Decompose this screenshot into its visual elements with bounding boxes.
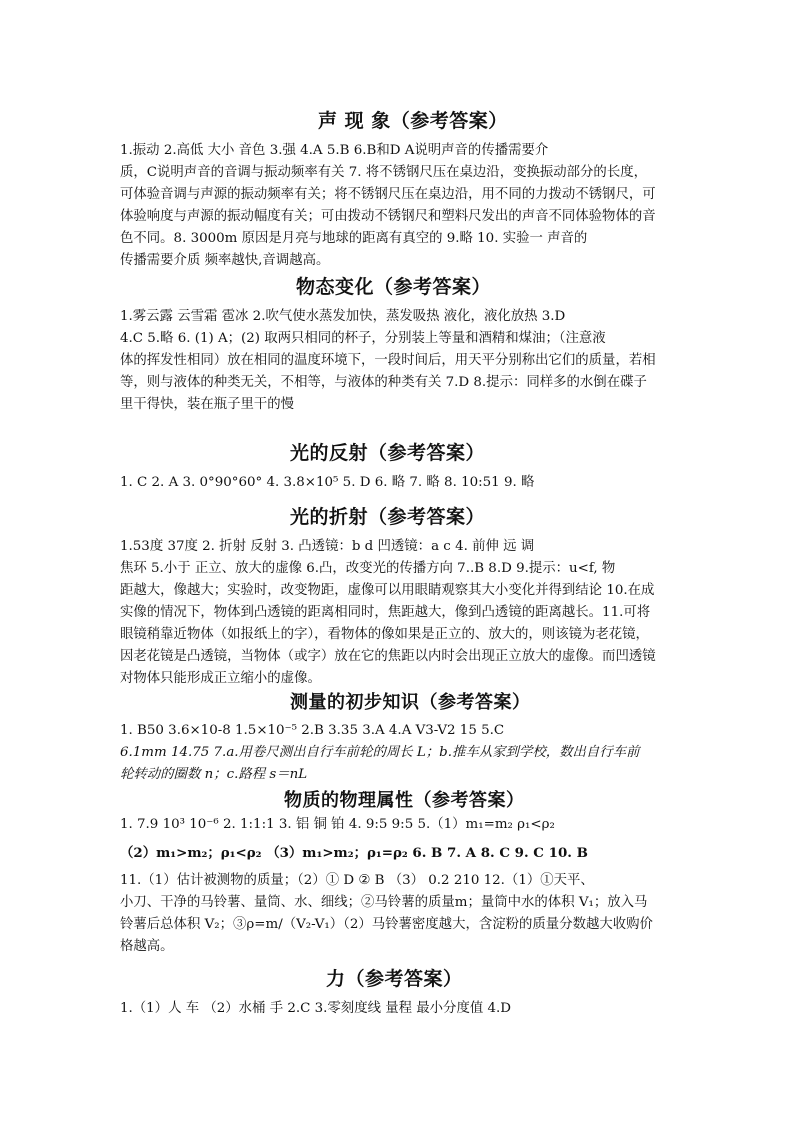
body-line: 6.1mm 14.75 7.a.用卷尺测出自行车前轮的周长 L；b.推车从家到学校，数出自行车前 — [120, 745, 640, 760]
body-line: 1. 7.9 10³ 10⁻⁶ 2. 1:1:1 3. 铝 铜 铂 4. 9:5 9:5 5.（1）m₁=m₂ ρ₁<ρ₂ — [120, 817, 555, 832]
body-line: 质，C说明声音的音调与振动频率有关 7. 将不锈钢尺压在桌边沿，变换振动部分的长度， — [120, 165, 647, 180]
section-body-state-change — [120, 306, 680, 416]
section-heading-state-change: 物态变化（参考答案） — [296, 276, 492, 298]
body-line: 1.振动 2.高低 大小 音色 3.强 4.A 5.B 6.B和D A说明声音的传播需要介 — [120, 143, 549, 158]
body-line: 4.C 5.略 6. (1) A；(2) 取两只相同的杯子，分别装上等量和酒精和煤油；（注意液 — [120, 331, 606, 346]
section-body-sound — [120, 140, 680, 272]
body-line: 可体验音调与声源的振动频率有关；将不锈钢尺压在桌边沿，用不同的力拨动不锈钢尺，可 — [120, 187, 656, 202]
body-line: （2）m₁>m₂；ρ₁<ρ₂ （3）m₁>m₂；ρ₁=ρ₂ 6. B 7. A 8. C 9. C 10. B — [120, 845, 588, 861]
section-body-matter-properties — [120, 814, 680, 958]
body-line: 体验响度与声源的振动幅度有关；可由拨动不锈钢尺和塑料尺发出的声音不同体验物体的音 — [120, 209, 656, 224]
body-line: 里干得快，装在瓶子里干的慢 — [120, 397, 295, 412]
body-line: 1.雾云露 云雪霜 雹冰 2.吹气使水蒸发加快，蒸发吸热 液化，液化放热 3.D — [120, 309, 566, 324]
body-line: 对物体只能形成正立缩小的虚像。 — [120, 671, 321, 686]
section-body-reflection — [120, 472, 680, 494]
body-line: 体的挥发性相同）放在相同的温度环境下，一段时间后，用天平分别称出它们的质量，若相 — [120, 353, 656, 368]
body-line: 因老花镜是凸透镜，当物体（或字）放在它的焦距以内时会出现正立放大的虚像。而凹透镜 — [120, 649, 656, 664]
body-line: 1. C 2. A 3. 0°90°60° 4. 3.8×10⁵ 5. D 6. 略 7. 略 8. 10:51 9. 略 — [120, 475, 535, 490]
body-line: 距越大，像越大；实验时，改变物距，虚像可以用眼睛观察其大小变化并得到结论 10.在成 — [120, 583, 655, 598]
section-heading-refraction: 光的折射（参考答案） — [290, 506, 486, 528]
body-line: 焦环 5.小于 正立、放大的虚像 6.凸，改变光的传播方向 7..B 8.D 9.提示：u<f, 物 — [120, 561, 616, 576]
body-line: 铃薯后总体积 V₂；③ρ=m/（V₂-V₁）（2）马铃薯密度越大，含淀粉的质量分数越大收购价 — [120, 917, 653, 932]
body-line: 小刀、干净的马铃薯、量筒、水、细线；②马铃薯的质量m；量筒中水的体积 V₁；放入马 — [120, 895, 648, 910]
body-line: 等，则与液体的种类无关，不相等，与液体的种类有关 7.D 8.提示：同样多的水倒在碟子 — [120, 375, 647, 390]
body-line: 1. B50 3.6×10-8 1.5×10⁻⁵ 2.B 3.35 3.A 4.A V3-V2 15 5.C — [120, 723, 505, 738]
body-line: 实像的情况下，物体到凸透镜的距离相同时，焦距越大，像到凸透镜的距离越长。11.可将 — [120, 605, 651, 620]
section-heading-force: 力（参考答案） — [326, 968, 463, 990]
section-heading-measurement: 测量的初步知识（参考答案） — [290, 692, 531, 713]
section-body-force — [120, 998, 680, 1020]
body-line: 眼镜稍靠近物体（如报纸上的字），看物体的像如果是正立的、放大的，则该镜为老花镜， — [120, 627, 649, 642]
section-heading-sound: 声 现 象（参考答案） — [318, 110, 508, 132]
section-heading-reflection: 光的反射（参考答案） — [290, 442, 486, 464]
section-body-measurement — [120, 720, 680, 786]
section-body-refraction — [120, 536, 680, 690]
body-line: 1.53度 37度 2. 折射 反射 3. 凸透镜：b d 凹透镜：a c 4. 前伸 远 调 — [120, 539, 535, 554]
body-line: 格越高。 — [120, 939, 174, 954]
section-heading-matter-properties: 物质的物理属性（参考答案） — [284, 790, 525, 811]
body-line: 1.（1）人 车 （2）水桶 手 2.C 3.零刻度线 量程 最小分度值 4.D — [120, 1001, 511, 1016]
body-line: 11.（1）估计被测物的质量；（2）① D ② B （3） 0.2 210 12.（1）①天平、 — [120, 873, 594, 888]
body-line: 传播需要介质 频率越快,音调越高。 — [120, 253, 330, 268]
body-line: 轮转动的圈数 n；c.路程 s＝nL — [120, 767, 308, 782]
body-line: 色不同。8. 3000m 原因是月亮与地球的距离有真空的 9.略 10. 实验一 声音的 — [120, 231, 588, 246]
